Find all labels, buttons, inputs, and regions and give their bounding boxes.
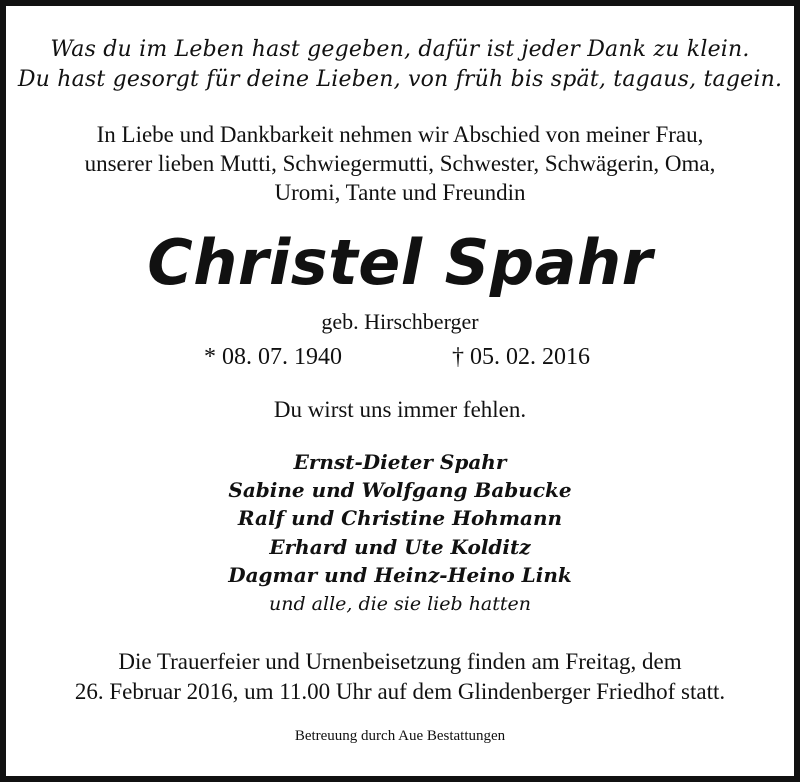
verse-line-1: Was du im Leben hast gegeben, dafür ist jeder Dank zu klein. [50,37,750,62]
life-dates [6,342,794,372]
mourner-1: Ernst-Dieter Spahr [293,450,507,474]
mourner-3: Ralf und Christine Hohmann [237,506,563,530]
deceased-name: Christel Spahr [147,226,653,299]
mourner-4: Erhard und Ute Kolditz [269,535,531,559]
undertaker-credit: Betreuung durch Aue Bestattungen [294,728,506,744]
intro-line-2: unserer lieben Mutti, Schwiegermutti, Schwester, Schwägerin, Oma, [84,151,716,176]
service-line-2: 26. Februar 2016, um 11.00 Uhr auf dem Glindenberger Friedhof statt. [74,679,726,704]
birth-name: geb. Hirschberger [321,309,479,334]
service-line-1: Die Trauerfeier und Urnenbeisetzung finden am Freitag, dem [118,649,682,674]
birth-date: * 08. 07. 1940 [204,344,342,370]
intro-line-1: In Liebe und Dankbarkeit nehmen wir Abschied von meiner Frau, [96,122,704,147]
intro-line-3: Uromi, Tante und Freundin [274,180,526,205]
verse-line-2: Du hast gesorgt für deine Lieben, von früh bis spät, tagaus, tagein. [17,67,783,92]
farewell-line: Du wirst uns immer fehlen. [273,397,527,422]
mourners-closing: und alle, die sie lieb hatten [268,593,532,615]
death-date: † 05. 02. 2016 [452,344,590,370]
mourner-2: Sabine und Wolfgang Babucke [228,478,572,502]
mourner-5: Dagmar und Heinz-Heino Link [228,563,572,587]
